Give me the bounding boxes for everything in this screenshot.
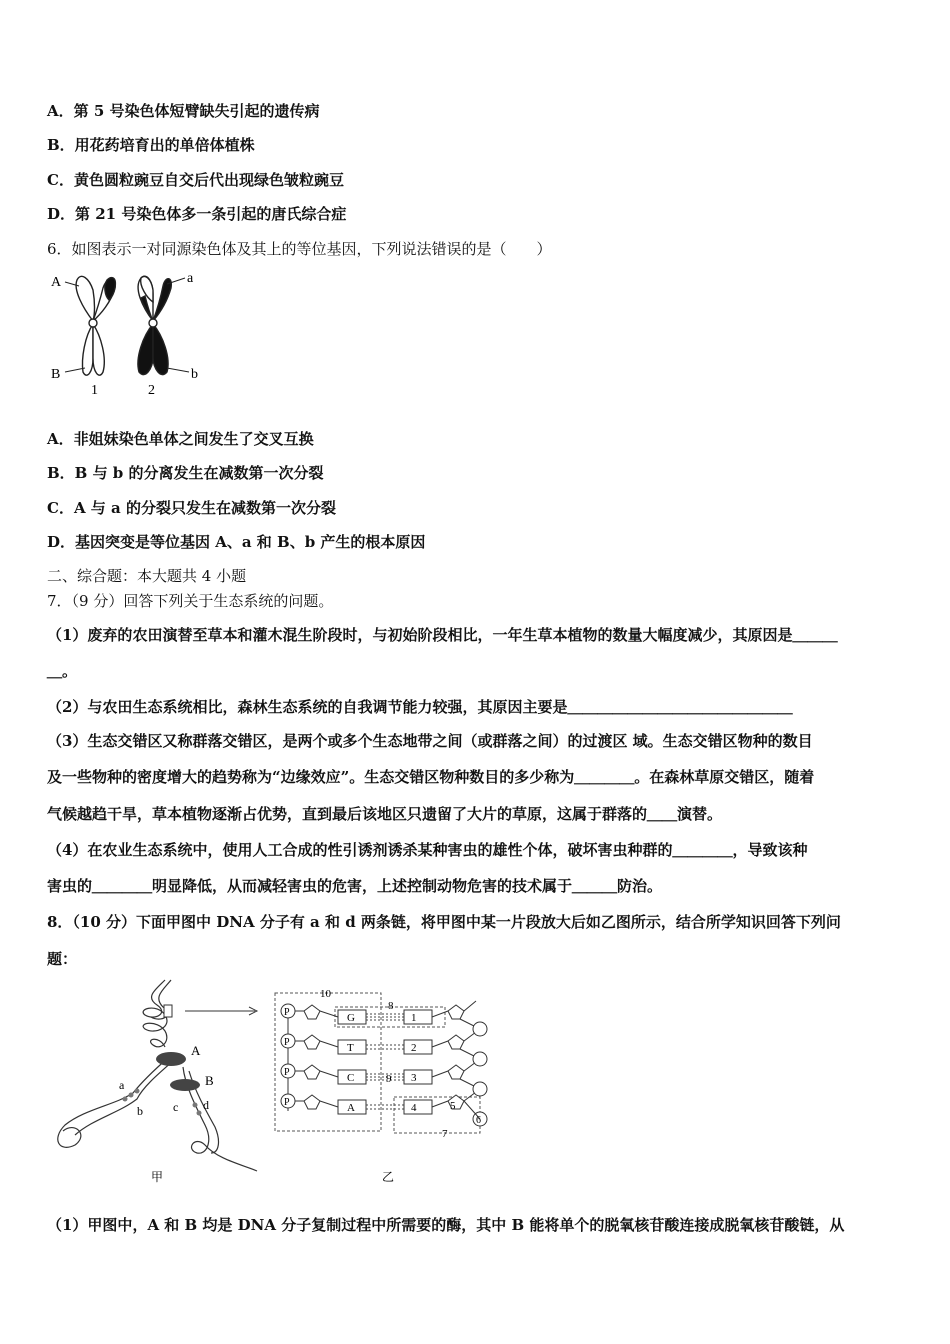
q6-stem: 6．如图表示一对同源染色体及其上的等位基因，下列说法错误的是（ ） (47, 240, 552, 258)
gene-label-a: a (187, 271, 194, 286)
q7-line-5: 及一些物种的密度增大的趋势称为“边缘效应”。生态交错区物种数目的多少称为＿＿＿＿。在森林草原交错区，随着 (47, 768, 815, 786)
label-8: 8 (388, 1000, 394, 1012)
q6-option-c: C．A 与 a 的分裂只发生在减数第一次分裂 (47, 499, 336, 517)
chromosome-number-2: 2 (148, 383, 155, 398)
q7-line-6: 气候越趋干旱，草本植物逐渐占优势，直到最后该地区只遗留了大片的草原，这属于群落的＿＿演替。 (47, 805, 723, 823)
dna-structure-figure-yi (270, 985, 505, 1185)
q5-option-c: C．黄色圆粒豌豆自交后代出现绿色皱粒豌豆 (47, 171, 344, 189)
q6-option-d: D．基因突变是等位基因 A、a 和 B、b 产生的根本原因 (47, 533, 426, 551)
q8-stem-line-1: 8．（10 分）下面甲图中 DNA 分子有 a 和 d 两条链，将甲图中某一片段放大后如乙图所示，结合所学知识回答下列问 (47, 913, 841, 931)
q8-stem-line-2: 题： (47, 950, 78, 968)
label-10: 10 (320, 988, 331, 1000)
chromosome-number-1: 1 (91, 383, 98, 398)
gene-label-b: b (191, 367, 198, 382)
q5-option-d: D．第 21 号染色体多一条引起的唐氏综合症 (47, 205, 347, 223)
strand-label-a: a (119, 1078, 125, 1092)
chromosome-figure (45, 268, 215, 400)
gene-label-B: B (51, 367, 61, 382)
q7-line-1: （1）废弃的农田演替至草本和灌木混生阶段时，与初始阶段相比，一年生草本植物的数量大幅度减少，其原因是＿＿＿ (47, 626, 838, 644)
q5-option-b: B．用花药培育出的单倍体植株 (47, 136, 255, 154)
q6-option-b: B．B 与 b 的分离发生在减数第一次分裂 (47, 464, 324, 482)
phosphate-3: P (284, 1067, 290, 1078)
enzyme-label-A: A (191, 1043, 201, 1058)
label-6: 6 (476, 1115, 481, 1126)
base-A: A (347, 1102, 355, 1114)
base-C: C (347, 1072, 355, 1084)
q6-option-a: A．非姐妹染色单体之间发生了交叉互换 (47, 430, 314, 448)
q7-line-4: （3）生态交错区又称群落交错区，是两个或多个生态地带之间（或群落之间）的过渡区 域。生态交错区物种的数目 (47, 732, 813, 750)
strand-label-b: b (137, 1104, 143, 1118)
phosphate-1: P (284, 1007, 290, 1018)
chromosome-1 (76, 276, 115, 375)
enzyme-label-B: B (205, 1073, 214, 1088)
base-number-3: 3 (411, 1072, 417, 1084)
enzyme-B (170, 1079, 200, 1091)
label-7: 7 (442, 1128, 448, 1140)
phosphate-2: P (284, 1037, 290, 1048)
q7-line-7: （4）在农业生态系统中，使用人工合成的性引诱剂诱杀某种害虫的雄性个体，破坏害虫种群的＿＿＿＿，导致该种 (47, 841, 808, 859)
q7-line-3: （2）与农田生态系统相比，森林生态系统的自我调节能力较强，其原因主要是＿＿＿＿＿＿＿＿＿＿＿＿＿＿＿ (47, 698, 793, 716)
figure-caption-yi: 乙 (382, 1170, 395, 1184)
base-number-1: 1 (411, 1012, 417, 1024)
base-G: G (347, 1012, 355, 1024)
dna-replication-figure-jia (45, 975, 270, 1185)
q5-option-a: A．第 5 号染色体短臂缺失引起的遗传病 (47, 102, 320, 120)
base-number-4: 4 (411, 1102, 417, 1114)
q7-line-2: ＿。 (47, 662, 78, 680)
strand-label-c: c (173, 1100, 179, 1114)
base-T: T (347, 1042, 354, 1054)
q7-line-8: 害虫的＿＿＿＿明显降低，从而减轻害虫的危害，上述控制动物危害的技术属于＿＿＿防治。 (47, 877, 663, 895)
enzyme-A (156, 1052, 186, 1066)
section-heading: 二、综合题：本大题共 4 小题 (47, 567, 247, 585)
gene-label-A: A (51, 275, 62, 290)
figure-caption-jia: 甲 (151, 1170, 164, 1184)
chromosome-2 (138, 276, 171, 374)
label-9: 9 (386, 1073, 392, 1085)
q8-sub1: （1）甲图中，A 和 B 均是 DNA 分子复制过程中所需要的酶，其中 B 能将单个的脱氧核苷酸连接成脱氧核苷酸链，从 (47, 1216, 845, 1234)
strand-label-d: d (203, 1098, 209, 1112)
phosphate-4: P (284, 1097, 290, 1108)
label-5: 5 (450, 1100, 456, 1112)
base-number-2: 2 (411, 1042, 417, 1054)
q7-stem: 7．（9 分）回答下列关于生态系统的问题。 (47, 592, 334, 610)
